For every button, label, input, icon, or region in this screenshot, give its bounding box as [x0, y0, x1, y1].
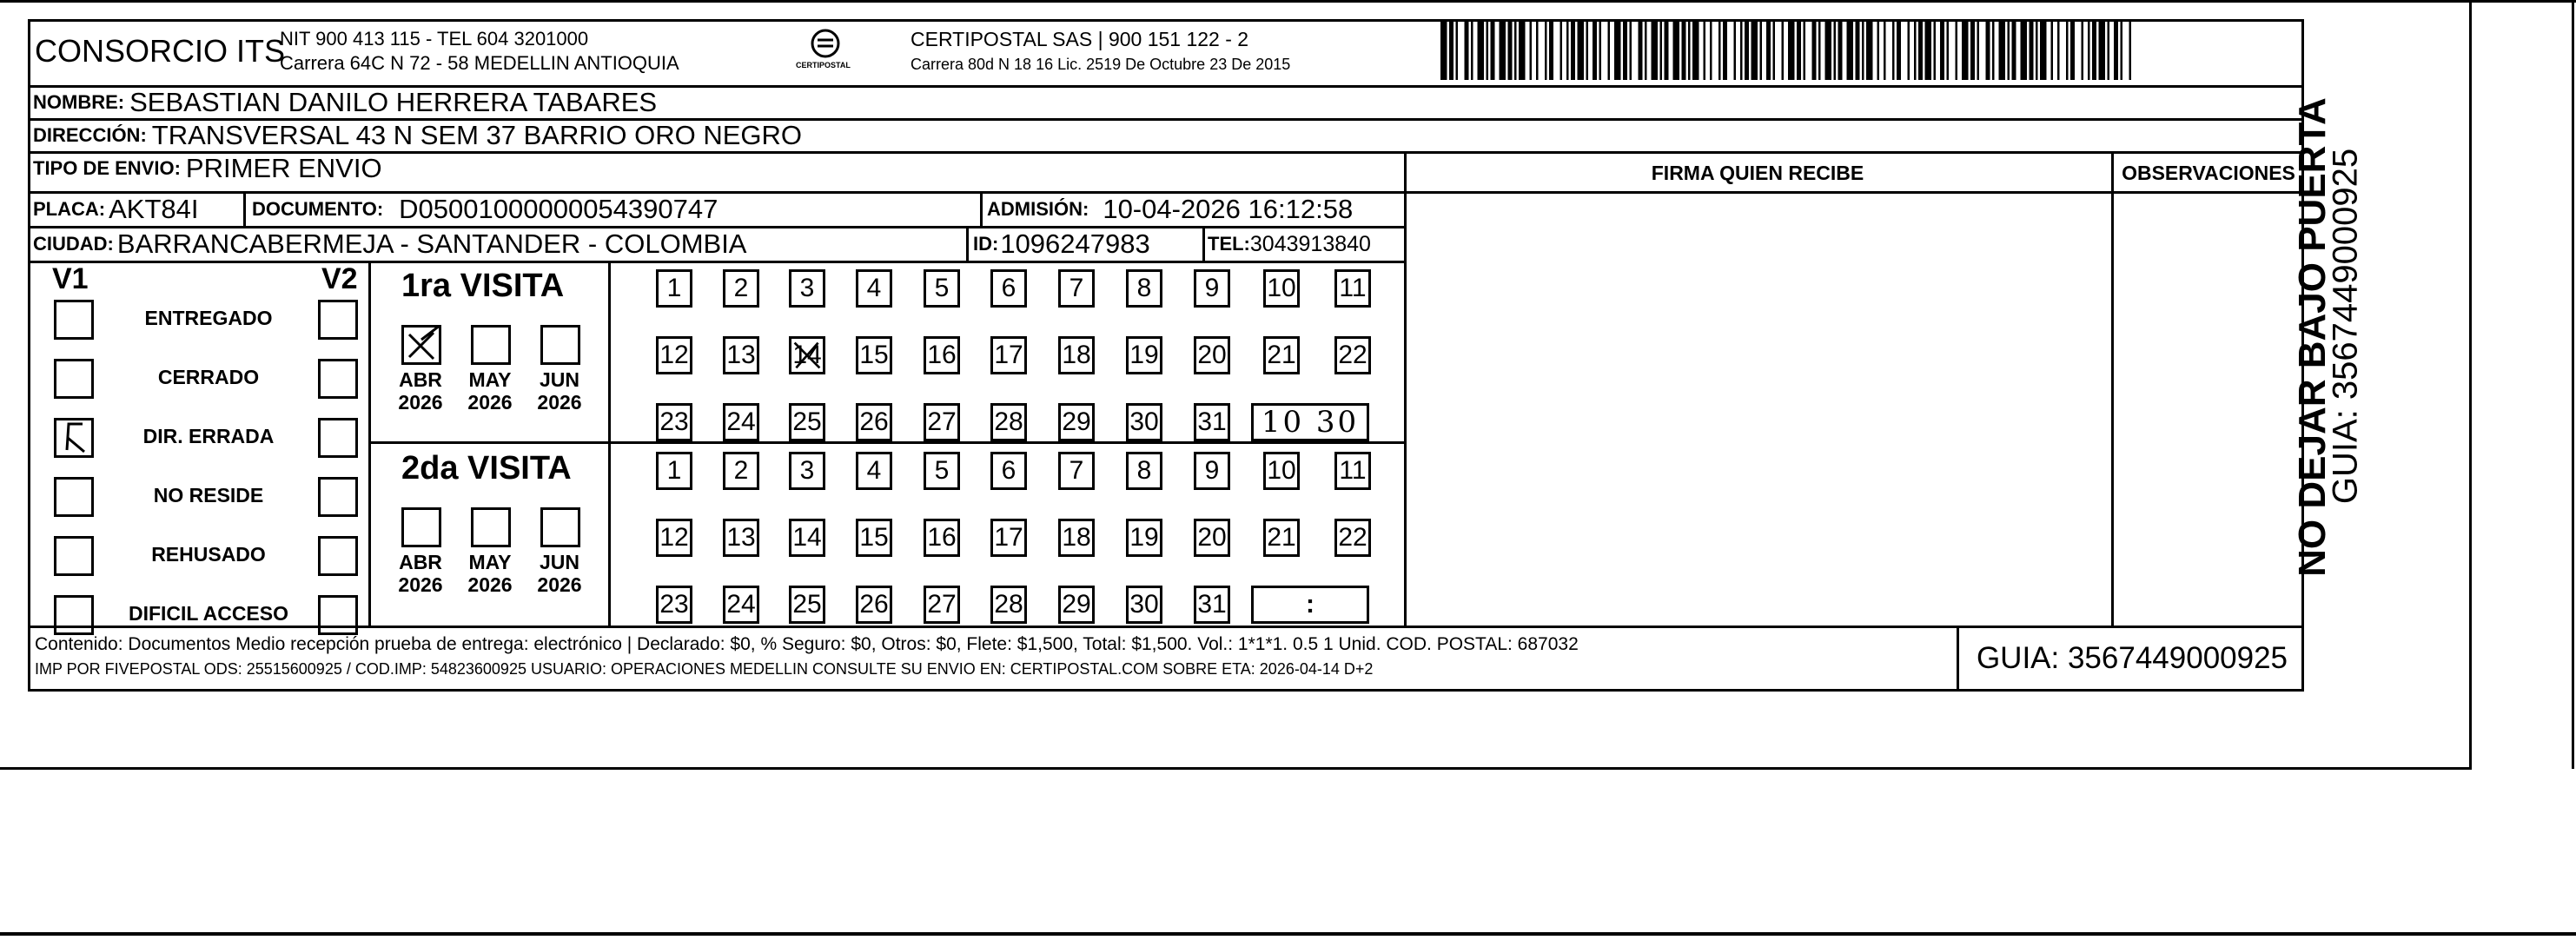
day-number: 24 [726, 407, 756, 436]
day-box[interactable] [1126, 336, 1162, 374]
cell-divider [980, 193, 983, 226]
day-number: 12 [659, 523, 689, 552]
v1-checkbox[interactable] [54, 477, 94, 517]
day-number: 9 [1204, 274, 1220, 302]
month-checkbox[interactable] [401, 325, 441, 365]
day-number: 20 [1197, 341, 1227, 369]
day-box[interactable] [789, 519, 825, 557]
day-number: 16 [927, 341, 957, 369]
day-number: 14 [792, 523, 822, 552]
day-box[interactable] [1058, 336, 1095, 374]
sheet-top-edge [0, 0, 2576, 3]
day-box[interactable] [656, 452, 692, 490]
day-box[interactable] [1194, 336, 1230, 374]
id-value: 1096247983 [1000, 228, 1150, 259]
day-number: 23 [659, 590, 689, 619]
tel-value: 3043913840 [1249, 231, 1371, 256]
day-box[interactable] [924, 452, 960, 490]
first-visit-title: 1ra VISITA [401, 268, 565, 304]
day-number: 13 [726, 523, 756, 552]
tipo-label: TIPO DE ENVIO: [33, 157, 181, 179]
ciudad-label: CIUDAD: [33, 233, 114, 255]
day-number: 31 [1197, 407, 1227, 436]
day-number: 24 [726, 590, 756, 619]
cross-mark-icon [404, 328, 439, 362]
day-number: 20 [1197, 523, 1227, 552]
day-number: 13 [726, 341, 756, 369]
day-number: 5 [934, 456, 950, 485]
company-address: Carrera 64C N 72 - 58 MEDELLIN ANTIOQUIA [280, 52, 679, 74]
day-box[interactable] [789, 586, 825, 624]
day-number: 22 [1338, 523, 1367, 552]
day-box[interactable] [990, 336, 1027, 374]
day-box[interactable] [789, 403, 825, 441]
day-box[interactable] [656, 403, 692, 441]
nombre-row [33, 87, 657, 118]
month-label: MAY [468, 551, 512, 573]
day-box[interactable] [656, 269, 692, 308]
day-box[interactable] [990, 519, 1027, 557]
month-label: MAY [468, 368, 512, 391]
day-number: 3 [799, 274, 815, 302]
v2-checkbox[interactable] [318, 536, 358, 576]
visit-time-empty: : [1306, 590, 1314, 619]
year-label: 2026 [467, 573, 513, 596]
v2-checkbox[interactable] [318, 595, 358, 635]
day-box[interactable] [924, 336, 960, 374]
v1-checkbox[interactable] [54, 536, 94, 576]
month-label: JUN [539, 551, 579, 573]
day-box[interactable] [990, 403, 1027, 441]
observaciones-label: OBSERVACIONES [2122, 162, 2295, 184]
day-box[interactable] [656, 586, 692, 624]
day-box[interactable] [856, 336, 892, 374]
status-option-label: ENTREGADO [144, 307, 273, 329]
status-option-label: CERRADO [157, 366, 260, 388]
day-number: 22 [1338, 341, 1367, 369]
day-box[interactable] [1126, 452, 1162, 490]
placa-cell [33, 193, 199, 226]
day-number: 29 [1062, 407, 1091, 436]
check-mark-icon [56, 420, 91, 455]
day-number: 2 [733, 456, 749, 485]
day-box[interactable] [1194, 586, 1230, 624]
nombre-label: NOMBRE: [33, 91, 125, 113]
month-label: ABR [399, 551, 442, 573]
company-name: CONSORCIO ITS [35, 33, 286, 69]
day-number: 23 [659, 407, 689, 436]
day-box[interactable] [1194, 519, 1230, 557]
day-box[interactable] [1126, 519, 1162, 557]
day-box[interactable] [990, 452, 1027, 490]
tel-label: TEL: [1208, 233, 1250, 255]
day-number: 8 [1136, 274, 1152, 302]
status-divider [368, 261, 371, 627]
tel-cell [1208, 228, 1371, 261]
certipostal-logo-icon [799, 26, 851, 78]
day-box[interactable] [856, 269, 892, 308]
side-guia: GUIA: 3567449000925 [2326, 148, 2365, 505]
day-number: 10 [1267, 274, 1296, 302]
visit-divider [608, 261, 611, 627]
day-number: 7 [1069, 274, 1084, 302]
row-divider [28, 261, 1406, 263]
day-box[interactable] [789, 269, 825, 308]
sheet-right-edge [2469, 0, 2472, 769]
day-box[interactable] [1334, 336, 1371, 374]
side-warning: NO DEJAR BAJO PUERTA [2291, 97, 2334, 577]
day-number: 29 [1062, 590, 1091, 619]
day-box[interactable] [1126, 269, 1162, 308]
day-box[interactable] [856, 403, 892, 441]
year-label: 2026 [398, 573, 443, 596]
day-number: 9 [1204, 456, 1220, 485]
company-nit: NIT 900 413 115 - TEL 604 3201000 [280, 28, 589, 50]
day-box[interactable] [723, 336, 759, 374]
day-number: 19 [1129, 341, 1159, 369]
day-box[interactable] [723, 269, 759, 308]
v1-checkbox[interactable] [54, 300, 94, 340]
day-number: 11 [1339, 456, 1367, 485]
v2-checkbox[interactable] [318, 359, 358, 399]
status-option-label: REHUSADO [151, 543, 266, 566]
day-box[interactable] [1058, 269, 1095, 308]
day-number: 21 [1267, 523, 1296, 552]
placa-value: AKT84I [109, 194, 199, 224]
day-box[interactable] [1334, 269, 1371, 308]
id-cell [973, 228, 1150, 261]
day-number: 2 [733, 274, 749, 302]
v2-checkbox[interactable] [318, 418, 358, 458]
day-number: 18 [1062, 341, 1091, 369]
admision-label: ADMISIÓN: [987, 198, 1089, 220]
day-number: 30 [1129, 590, 1159, 619]
day-box[interactable] [1263, 452, 1300, 490]
sheet-fold-line [0, 767, 2472, 770]
day-box[interactable] [1334, 519, 1371, 557]
direccion-row [33, 120, 802, 151]
day-box[interactable] [1194, 403, 1230, 441]
year-label: 2026 [467, 391, 513, 414]
day-box[interactable] [1126, 586, 1162, 624]
day-number: 25 [792, 590, 822, 619]
day-number: 27 [927, 407, 957, 436]
day-box[interactable] [990, 269, 1027, 308]
day-number: 8 [1136, 456, 1152, 485]
day-box[interactable] [789, 452, 825, 490]
year-label: 2026 [537, 573, 582, 596]
day-box[interactable] [924, 586, 960, 624]
carrier-address: Carrera 80d N 18 16 Lic. 2519 De Octubre 23 De 2015 [911, 56, 1291, 73]
day-box[interactable] [1058, 586, 1095, 624]
tipo-row [33, 153, 382, 184]
firma-label: FIRMA QUIEN RECIBE [1651, 162, 1864, 184]
day-number: 31 [1197, 590, 1227, 619]
day-number: 4 [866, 456, 882, 485]
day-box[interactable] [723, 452, 759, 490]
footer-guia-divider [1957, 626, 1959, 692]
cell-divider [966, 228, 969, 261]
day-number: 17 [994, 341, 1023, 369]
documento-label: DOCUMENTO: [252, 198, 384, 220]
day-box[interactable] [723, 519, 759, 557]
day-number: 26 [859, 590, 889, 619]
day-number: 17 [994, 523, 1023, 552]
v2-checkbox[interactable] [318, 300, 358, 340]
day-box[interactable] [1263, 519, 1300, 557]
visit-time: 10 30 [1261, 405, 1360, 440]
day-number: 11 [1339, 274, 1367, 302]
direccion-label: DIRECCIÓN: [33, 124, 147, 146]
documento-value: D05001000000054390747 [399, 194, 718, 224]
day-number: 6 [1001, 274, 1016, 302]
day-number: 14 [792, 341, 822, 369]
status-option-label: DIFICIL ACCESO [128, 602, 288, 625]
cell-divider [243, 193, 246, 226]
month-checkbox[interactable] [540, 507, 580, 547]
status-option-label: DIR. ERRADA [142, 425, 275, 447]
status-option-label: NO RESIDE [153, 484, 264, 506]
day-number: 28 [994, 407, 1023, 436]
day-box[interactable] [656, 519, 692, 557]
day-box[interactable] [1334, 452, 1371, 490]
v1-checkbox[interactable] [54, 595, 94, 635]
tracking-barcode [1440, 19, 2136, 80]
v2-header: V2 [321, 262, 358, 295]
month-label: ABR [399, 368, 442, 391]
day-number: 6 [1001, 456, 1016, 485]
sheet-bottom-line [0, 932, 2576, 936]
signature-field[interactable] [1407, 194, 2110, 626]
day-box[interactable] [656, 336, 692, 374]
day-box[interactable] [1126, 403, 1162, 441]
day-box[interactable] [1058, 452, 1095, 490]
second-visit-title: 2da VISITA [401, 450, 572, 487]
direccion-value: TRANSVERSAL 43 N SEM 37 BARRIO ORO NEGRO [151, 120, 802, 150]
day-number: 15 [859, 341, 889, 369]
day-box[interactable] [1058, 519, 1095, 557]
day-number: 21 [1267, 341, 1296, 369]
day-box[interactable] [924, 403, 960, 441]
footer-guia: GUIA: 3567449000925 [1976, 641, 2288, 675]
day-number: 1 [666, 274, 682, 302]
carrier-name: CERTIPOSTAL SAS | 900 151 122 - 2 [911, 28, 1249, 50]
day-number: 5 [934, 274, 950, 302]
day-box[interactable] [856, 452, 892, 490]
nombre-value: SEBASTIAN DANILO HERRERA TABARES [129, 87, 658, 117]
time-box[interactable] [1251, 403, 1369, 441]
day-box[interactable] [856, 586, 892, 624]
id-label: ID: [973, 233, 999, 255]
cell-divider [1202, 228, 1205, 261]
v1-header: V1 [52, 262, 89, 295]
year-label: 2026 [398, 391, 443, 414]
month-checkbox[interactable] [540, 325, 580, 365]
sheet-far-right-edge [2572, 0, 2574, 769]
day-number: 15 [859, 523, 889, 552]
v2-checkbox[interactable] [318, 477, 358, 517]
footer-imp: IMP POR FIVEPOSTAL ODS: 25515600925 / COD.IMP: 54823600925 USUARIO: OPERACIONES MEDELLIN CONSULTE SU ENVIO EN: CERTIPOSTAL.COM SOBRE ETA: 2026-04-14 D+2 [35, 660, 1374, 678]
day-box[interactable] [1263, 269, 1300, 308]
day-box[interactable] [723, 586, 759, 624]
tipo-value: PRIMER ENVIO [185, 153, 382, 183]
logo-text: CERTIPOSTAL [796, 61, 851, 70]
footer-contenido: Contenido: Documentos Medio recepción prueba de entrega: electrónico | Declarado: $0, % Seguro: $0, Otros: $0, Flete: $1,500, Total: $1,500. Vol.: 1*1*1. 0.5 1 Unid. COD. POSTAL: 687032 [35, 634, 1579, 654]
day-box[interactable] [1263, 336, 1300, 374]
v1-checkbox[interactable] [54, 418, 94, 458]
cross-mark-icon [791, 339, 823, 372]
ciudad-cell [33, 228, 747, 261]
day-number: 10 [1267, 456, 1296, 485]
month-checkbox[interactable] [401, 507, 441, 547]
day-number: 25 [792, 407, 822, 436]
day-number: 16 [927, 523, 957, 552]
day-box[interactable] [990, 586, 1027, 624]
day-number: 7 [1069, 456, 1084, 485]
month-checkbox[interactable] [471, 507, 511, 547]
day-box[interactable] [1194, 269, 1230, 308]
day-box[interactable] [1058, 403, 1095, 441]
day-number: 19 [1129, 523, 1159, 552]
admision-cell [987, 193, 1353, 226]
year-label: 2026 [537, 391, 582, 414]
placa-label: PLACA: [33, 198, 106, 220]
month-label: JUN [539, 368, 579, 391]
day-box[interactable] [924, 269, 960, 308]
day-box[interactable] [924, 519, 960, 557]
day-number: 4 [866, 274, 882, 302]
month-checkbox[interactable] [471, 325, 511, 365]
day-number: 12 [659, 341, 689, 369]
observaciones-field[interactable] [2114, 194, 2303, 626]
visit-separator [368, 441, 1406, 444]
day-number: 28 [994, 590, 1023, 619]
day-number: 3 [799, 456, 815, 485]
documento-cell [252, 193, 718, 226]
day-box[interactable] [723, 403, 759, 441]
certipostal-logo [796, 26, 851, 78]
day-number: 27 [927, 590, 957, 619]
day-box[interactable] [1194, 452, 1230, 490]
time-box[interactable] [1251, 586, 1369, 624]
day-box[interactable] [856, 519, 892, 557]
day-number: 30 [1129, 407, 1159, 436]
day-number: 18 [1062, 523, 1091, 552]
admision-value: 10-04-2026 16:12:58 [1103, 194, 1354, 224]
day-box[interactable] [789, 336, 825, 374]
v1-checkbox[interactable] [54, 359, 94, 399]
day-number: 26 [859, 407, 889, 436]
day-number: 1 [666, 456, 682, 485]
ciudad-value: BARRANCABERMEJA - SANTANDER - COLOMBIA [116, 228, 747, 259]
